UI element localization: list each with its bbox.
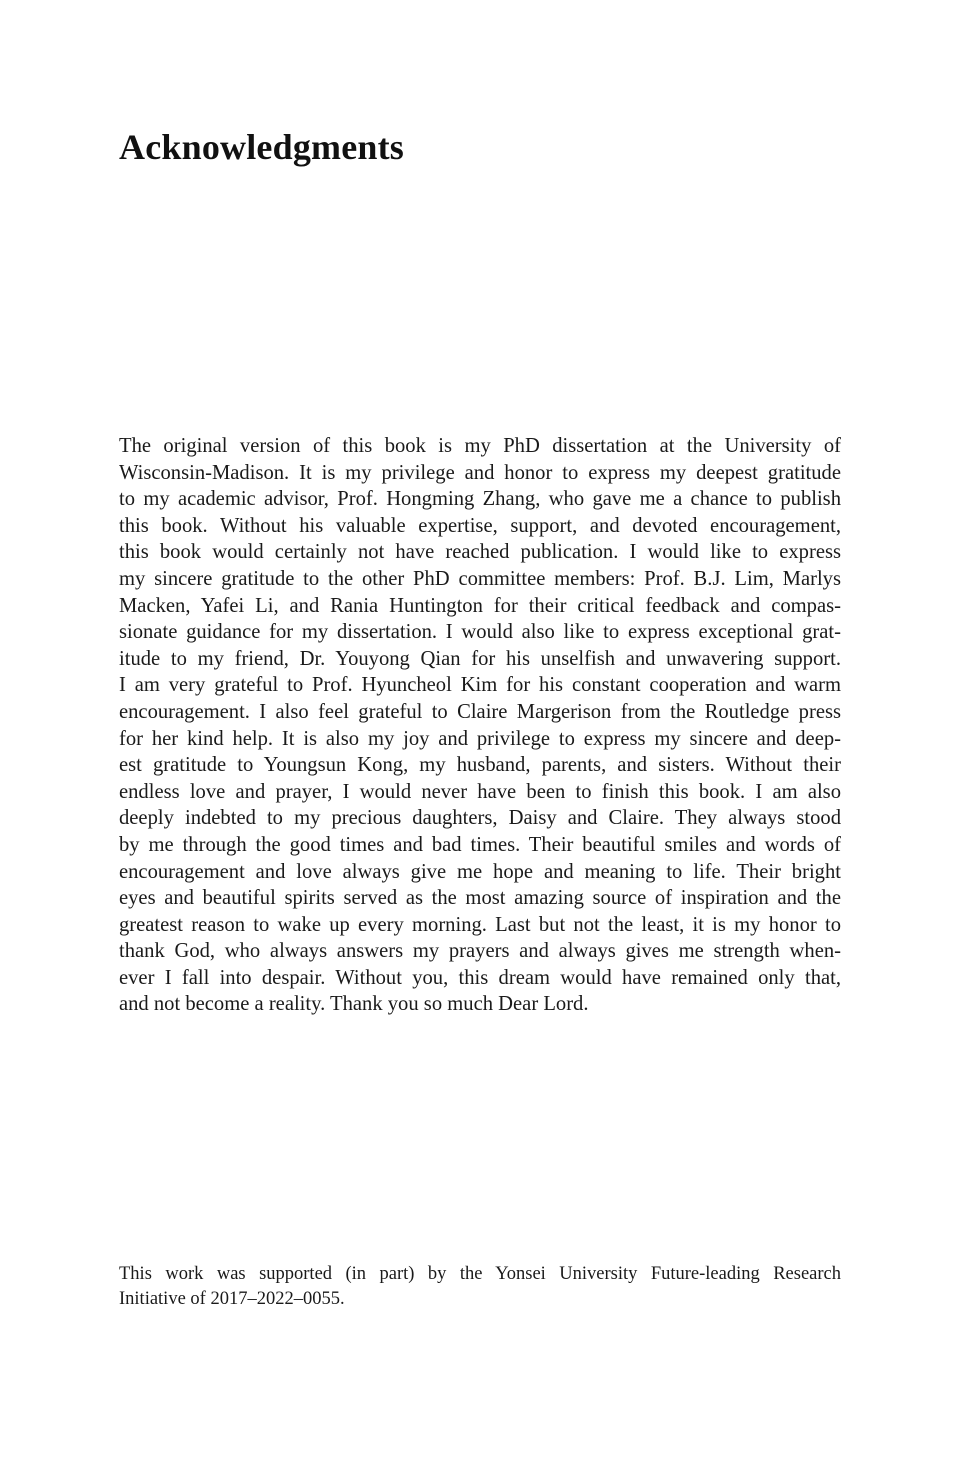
paragraph-line: eyes and beautiful spirits served as the most amazing source of inspiration and the [119, 887, 841, 910]
paragraph-line: sionate guidance for my dissertation. I would also like to express exceptional grat- [119, 621, 841, 644]
acknowledgment-paragraph [119, 433, 841, 1018]
paragraph-line: by me through the good times and bad times. Their beautiful smiles and words of [119, 833, 841, 856]
paragraph-line: for her kind help. It is also my joy and privilege to express my sincere and deep- [119, 727, 841, 750]
paragraph-line: this book. Without his valuable expertise, support, and devoted encouragement, [119, 514, 841, 537]
funding-note [119, 1262, 841, 1312]
paragraph-line: itude to my friend, Dr. Youyong Qian for his unselfish and unwavering support. [119, 647, 841, 670]
paragraph-line: Macken, Yafei Li, and Rania Huntington for their critical feedback and compas- [119, 594, 841, 617]
paragraph-line: and not become a reality. Thank you so much Dear Lord. [119, 993, 589, 1016]
paragraph-line: encouragement and love always give me hope and meaning to life. Their bright [119, 860, 841, 883]
paragraph-line: my sincere gratitude to the other PhD committee members: Prof. B.J. Lim, Marlys [119, 567, 841, 590]
paragraph-line: ever I fall into despair. Without you, this dream would have remained only that, [119, 966, 841, 989]
page-title: Acknowledgments [119, 127, 405, 167]
paragraph-line: I am very grateful to Prof. Hyuncheol Kim for his constant cooperation and warm [119, 674, 841, 697]
paragraph-line: deeply indebted to my precious daughters, Daisy and Claire. They always stood [119, 807, 841, 830]
paragraph-line: to my academic advisor, Prof. Hongming Zhang, who gave me a chance to publish [119, 488, 841, 511]
funding-note-line: This work was supported (in part) by the Yonsei University Future-leading Research [119, 1264, 841, 1284]
paragraph-line: this book would certainly not have reached publication. I would like to express [119, 541, 841, 564]
funding-note-line: Initiative of 2017–2022–0055. [119, 1289, 345, 1309]
paragraph-line: endless love and prayer, I would never have been to finish this book. I am also [119, 780, 841, 803]
paragraph-line: est gratitude to Youngsun Kong, my husband, parents, and sisters. Without their [119, 754, 841, 777]
paragraph-line: thank God, who always answers my prayers and always gives me strength when- [119, 940, 841, 963]
paragraph-line: encouragement. I also feel grateful to Claire Margerison from the Routledge press [119, 700, 841, 723]
paragraph-line: Wisconsin-Madison. It is my privilege and honor to express my deepest gratitude [119, 461, 841, 484]
paragraph-line: greatest reason to wake up every morning. Last but not the least, it is my honor to [119, 913, 841, 936]
paragraph-line: The original version of this book is my PhD dissertation at the University of [119, 435, 841, 457]
